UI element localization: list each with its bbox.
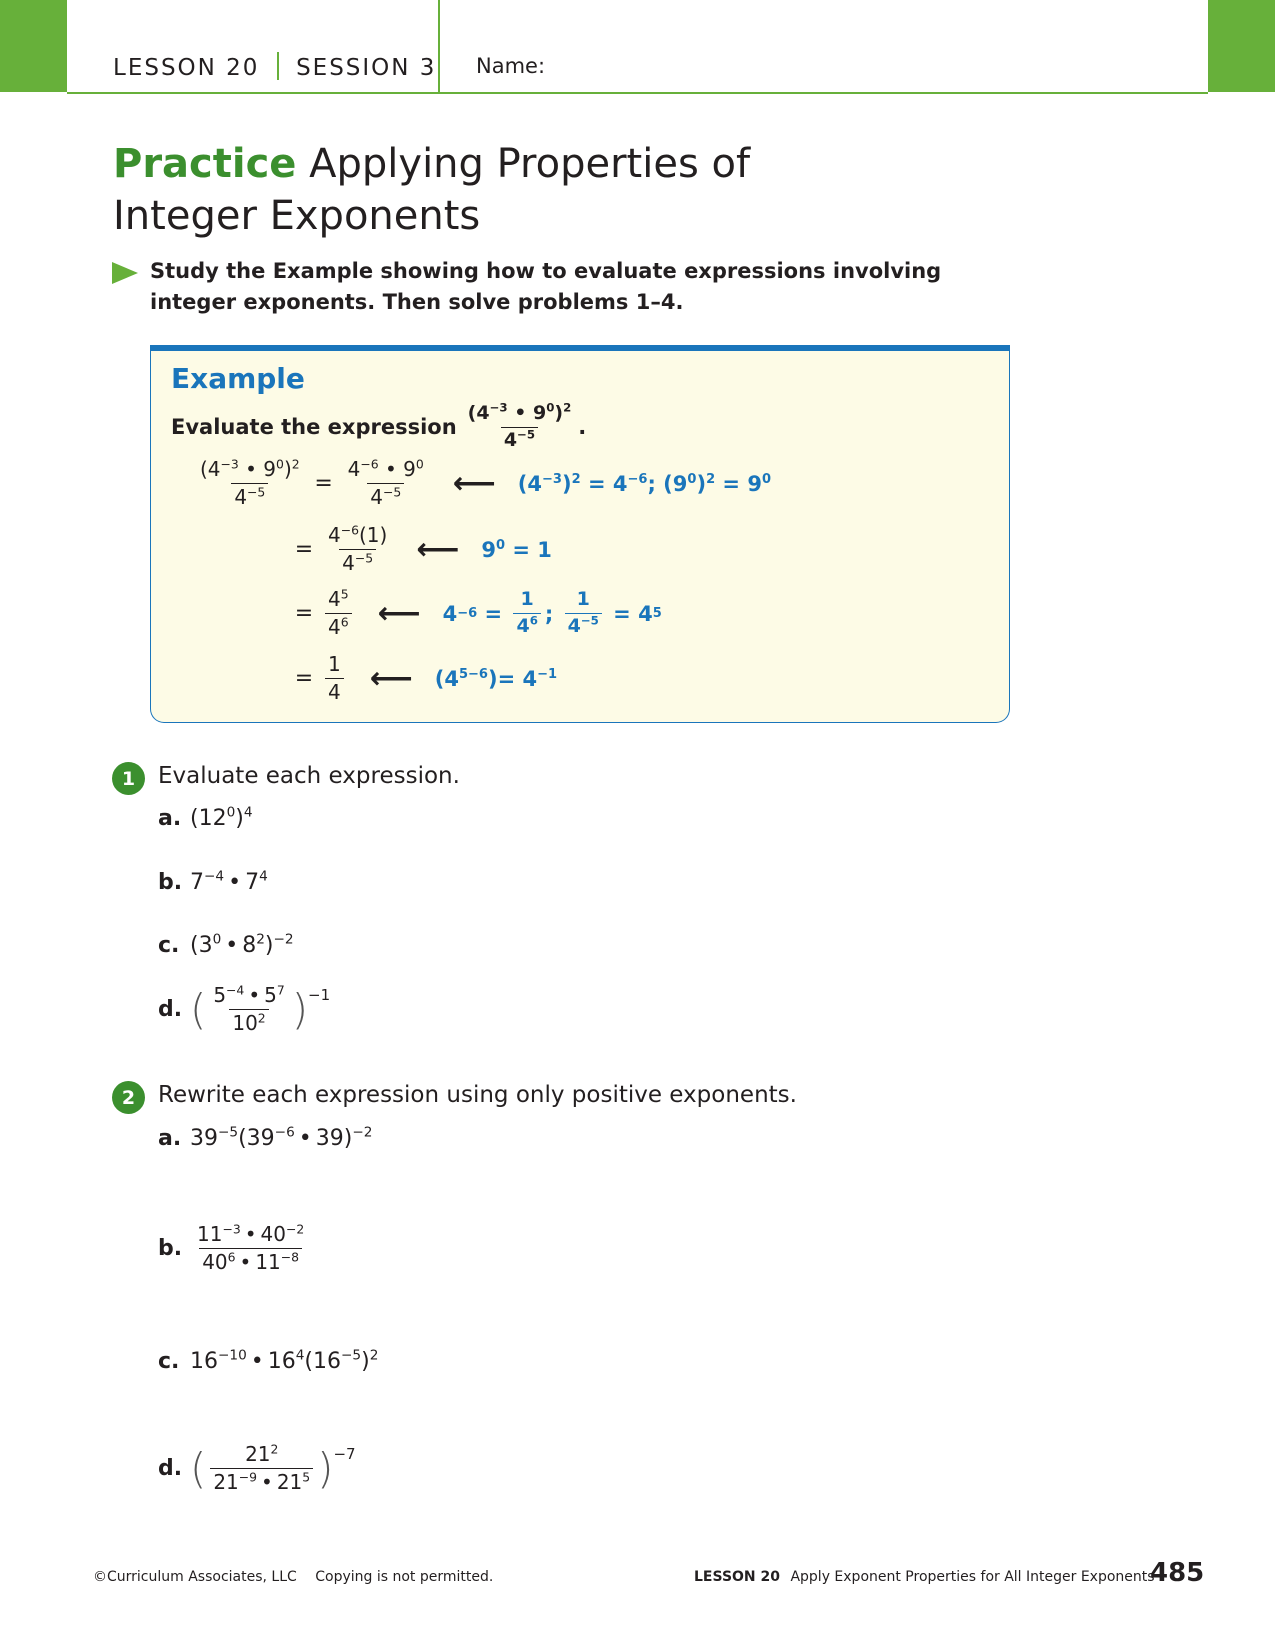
instruction xyxy=(150,256,941,318)
example-prompt-text: Evaluate the expression xyxy=(171,415,457,440)
page-title xyxy=(113,138,750,242)
problem-2-prompt: Rewrite each expression using only positive exponents. xyxy=(158,1082,797,1108)
footer-lesson-title: Apply Exponent Properties for All Integer Exponents xyxy=(790,1569,1155,1585)
problem-2b: b. $\frac{11^{-3} • 40^{-2}}{40^6 • 11^{-8}}$ xyxy=(158,1221,305,1274)
footer-copyright: ©Curriculum Associates, LLC xyxy=(93,1569,297,1585)
problem-1d: d. ( $\frac{5^{-4} • 5^7}{10^2}$ ) −1 xyxy=(158,982,331,1035)
problem-label: c. xyxy=(158,1349,180,1374)
footer-notice: Copying is not permitted. xyxy=(315,1569,494,1585)
problem-label: d. xyxy=(158,1456,183,1481)
problem-2a: a. $39^{-5}(39^{-6}$ • 39)$^{-2}$ xyxy=(158,1124,373,1151)
problem-1a: a. $(12^0)^4$ xyxy=(158,804,253,831)
step-1-note: $(4^{-3})^2 = 4^{-6}$; $(9^0)^2 = 9^0$ xyxy=(517,471,772,496)
footer-lesson: LESSON 20 xyxy=(694,1569,780,1585)
problem-label: c. xyxy=(158,933,180,958)
problem-2-badge: 2 xyxy=(112,1081,145,1114)
header-rule xyxy=(67,92,1208,94)
example-step-3: = $\frac{4^5}{4^6}$ ⟵ 4 −6 = $\frac{1}{4^6}$ ; $\frac{1}{4^{-5}}$ = 4 5 xyxy=(294,586,662,639)
example-step-1: $\frac{(4^{-3} • 9^0)^2}{4^{-5}}$ = $\frac{4^{-6} • 9^0}{4^{-5}}$ ⟵ $(4^{-3})^2 = 4^{-6}$; $(9^0)^2 = 9^0$ xyxy=(200,456,772,509)
problem-1c: c. ($3^0$ • $8^2)^{-2}$ xyxy=(158,931,294,958)
title-practice: Practice xyxy=(113,141,297,187)
problem-1-prompt: Evaluate each expression. xyxy=(158,763,460,789)
step-3-note: 4 −6 = $\frac{1}{4^6}$ ; $\frac{1}{4^{-5}}$ = 4 5 xyxy=(442,588,662,637)
instruction-arrow-icon xyxy=(112,262,138,284)
page-number: 485 xyxy=(1150,1558,1205,1588)
lesson-label: LESSON 20 xyxy=(113,55,260,81)
example-expression: $\frac{(4^{-3} • 9^0)^2}{4^{-5}}$ xyxy=(467,400,572,451)
problem-2c: c. $16^{-10}$ • $16^4(16^{-5})^2$ xyxy=(158,1347,379,1374)
problem-label: a. xyxy=(158,806,182,831)
problem-1-badge: 1 xyxy=(112,762,145,795)
problem-label: a. xyxy=(158,1126,182,1151)
title-line1: Applying Properties of xyxy=(309,141,751,187)
left-arrow-icon: ⟵ xyxy=(369,660,413,696)
session-divider xyxy=(277,52,279,80)
problem-2d: d. ( $\frac{21^2}{21^{-9} • 21^5}$ ) −7 xyxy=(158,1441,356,1494)
header-right-accent xyxy=(1208,0,1275,92)
step-2-note: $9^0 = 1$ xyxy=(481,537,552,562)
problem-label: b. xyxy=(158,870,183,895)
footer-right xyxy=(694,1569,1155,1585)
left-arrow-icon: ⟵ xyxy=(452,465,496,501)
left-arrow-icon: ⟵ xyxy=(416,531,460,567)
instruction-line2: integer exponents. Then solve problems 1–4. xyxy=(150,290,684,314)
lesson-session-label xyxy=(113,52,436,81)
session-label: SESSION 3 xyxy=(296,55,437,81)
problem-label: d. xyxy=(158,997,183,1022)
footer-left xyxy=(93,1569,493,1585)
title-line2: Integer Exponents xyxy=(113,193,481,239)
example-step-2: = $\frac{4^{-6}(1)}{4^{-5}}$ ⟵ $9^0 = 1$ xyxy=(294,522,552,575)
example-box xyxy=(150,345,1010,723)
step-4-note: $(4^{5-6})= 4^{-1}$ xyxy=(434,666,558,691)
name-label: Name: xyxy=(476,54,546,78)
left-arrow-icon: ⟵ xyxy=(377,595,421,631)
instruction-line1: Study the Example showing how to evaluate expressions involving xyxy=(150,259,942,283)
header-left-accent xyxy=(0,0,67,92)
problem-label: b. xyxy=(158,1236,183,1261)
problem-1b: b. $7^{-4}$ • $7^4$ xyxy=(158,868,268,895)
header-divider xyxy=(438,0,440,92)
example-step-4: = $\frac{1}{4}$ ⟵ $(4^{5-6})= 4^{-1}$ xyxy=(294,652,558,704)
example-heading: Example xyxy=(171,362,305,395)
example-prompt: Evaluate the expression $\frac{(4^{-3} • 9^0)^2}{4^{-5}}$ . xyxy=(171,400,587,451)
